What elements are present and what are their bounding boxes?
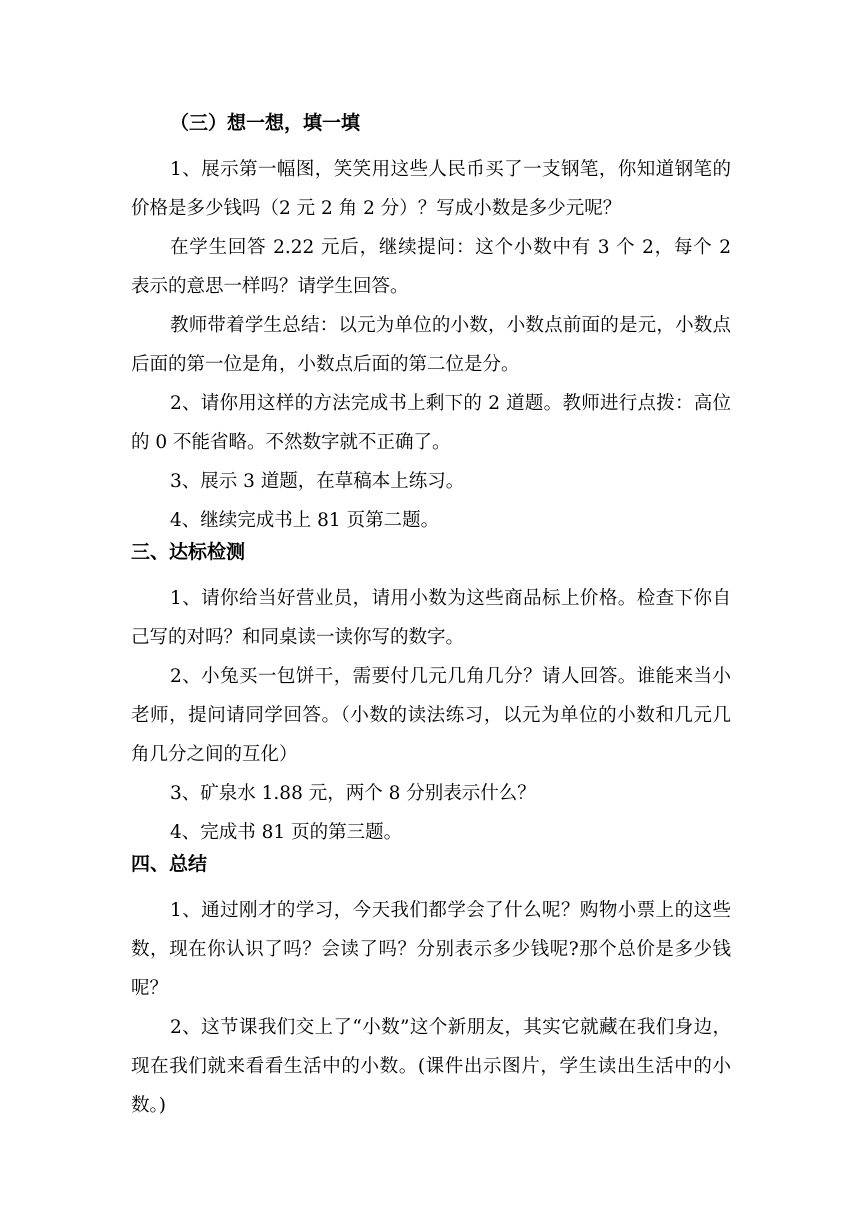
paragraph-think-4: 2、请你用这样的方法完成书上剩下的 2 道题。教师进行点拨：高位的 0 不能省略。不然数字就不正确了。 [131, 393, 731, 453]
paragraph-test-3: 3、矿泉水 1.88 元，两个 8 分别表示什么？ [170, 783, 536, 804]
paragraph-test-2: 2、小兔买一包饼干，需要付几元几角几分？请人回答。谁能来当小老师，提问请同学回答。（小数的读法练习，以元为单位的小数和几元几角几分之间的互化） [131, 666, 731, 765]
paragraph-test-4: 4、完成书 81 页的第三题。 [170, 822, 403, 843]
paragraph-think-1: 1、展示第一幅图，笑笑用这些人民币买了一支钢笔，你知道钢笔的价格是多少钱吗（2 元 2 角 2 分）？写成小数是多少元呢？ [131, 159, 731, 219]
document-body [131, 111, 731, 1125]
paragraph-summary-1: 1、通过刚才的学习，今天我们都学会了什么呢？购物小票上的这些数，现在你认识了吗？会读了吗？分别表示多少钱呢?那个总价是多少钱呢？ [131, 900, 731, 999]
paragraph-think-6: 4、继续完成书上 81 页第二题。 [170, 510, 440, 531]
paragraph-think-3: 教师带着学生总结：以元为单位的小数，小数点前面的是元，小数点后面的第一位是角，小数点后面的第二位是分。 [131, 315, 731, 375]
paragraph-summary-2: 2、这节课我们交上了“小数”这个新朋友，其实它就藏在我们身边，现在我们就来看看生活中的小数。(课件出示图片，学生读出生活中的小数。) [131, 1017, 731, 1116]
paragraph-think-2: 在学生回答 2.22 元后，继续提问：这个小数中有 3 个 2，每个 2 表示的意思一样吗？请学生回答。 [131, 237, 731, 297]
section-heading-think-and-fill: （三）想一想，填一填 [170, 112, 361, 134]
paragraph-think-5: 3、展示 3 道题，在草稿本上练习。 [170, 471, 465, 492]
section-heading-summary: 四、总结 [131, 853, 208, 875]
section-heading-standard-test: 三、达标检测 [131, 541, 246, 563]
paragraph-test-1: 1、请你给当好营业员，请用小数为这些商品标上价格。检查下你自己写的对吗？和同桌读一读你写的数字。 [131, 588, 731, 648]
